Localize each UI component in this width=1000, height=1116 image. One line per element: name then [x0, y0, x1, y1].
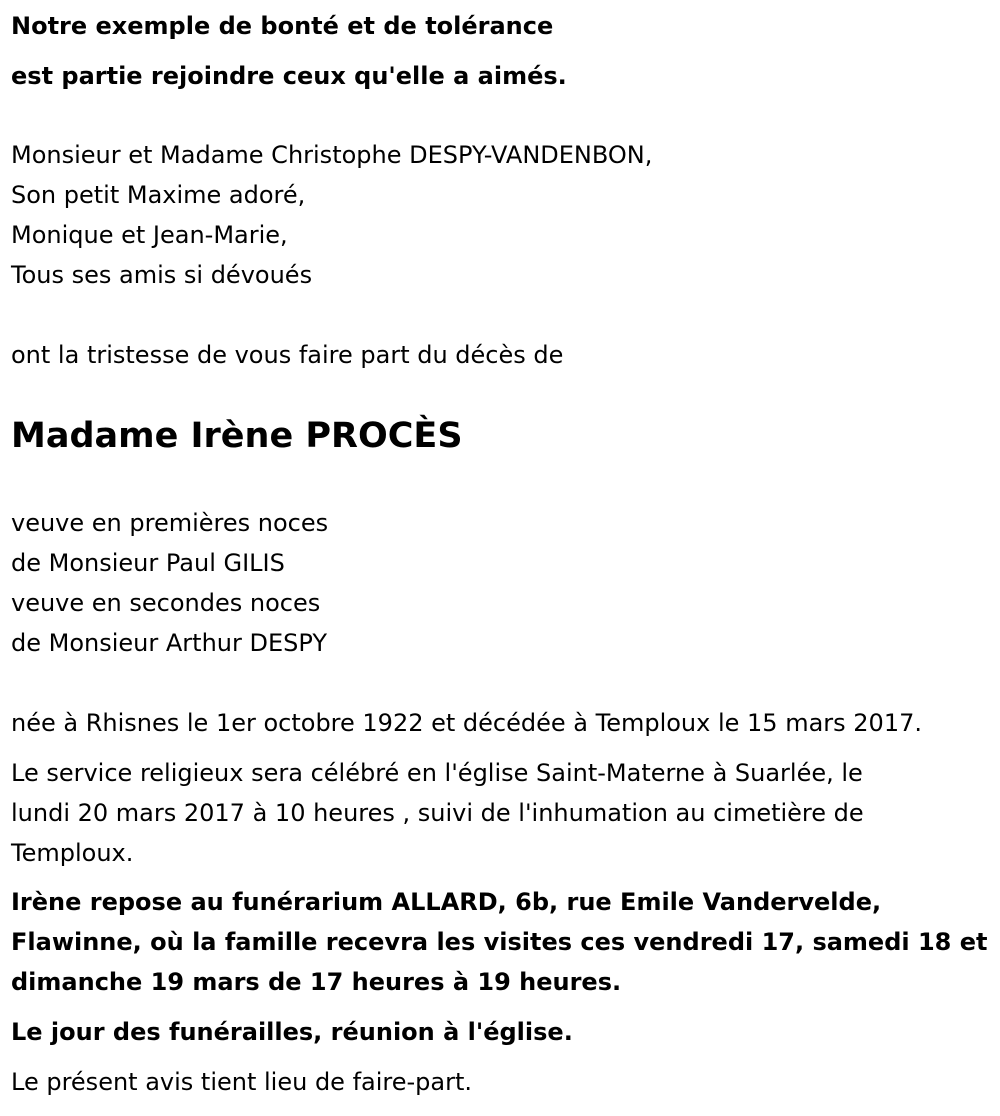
- service-line-3: Temploux.: [11, 839, 134, 867]
- marital-line-1: veuve en premières noces: [11, 509, 329, 537]
- family-line-1: Monsieur et Madame Christophe DESPY-VANDENBON,: [11, 141, 653, 169]
- visitation-line-1: Irène repose au funérarium ALLARD, 6b, rue Emile Vandervelde,: [11, 888, 882, 916]
- intro-line-2: est partie rejoindre ceux qu'elle a aimés.: [11, 62, 567, 90]
- marital-line-4: de Monsieur Arthur DESPY: [11, 629, 327, 657]
- deceased-name: Madame Irène PROCÈS: [11, 416, 463, 456]
- family-line-4: Tous ses amis si dévoués: [11, 261, 313, 289]
- family-line-3: Monique et Jean-Marie,: [11, 221, 288, 249]
- funeral-day-text: Le jour des funérailles, réunion à l'église.: [11, 1018, 573, 1046]
- marital-line-2: de Monsieur Paul GILIS: [11, 549, 285, 577]
- family-line-2: Son petit Maxime adoré,: [11, 181, 306, 209]
- marital-line-3: veuve en secondes noces: [11, 589, 321, 617]
- visitation-line-3: dimanche 19 mars de 17 heures à 19 heures.: [11, 968, 622, 996]
- service-line-1: Le service religieux sera célébré en l'église Saint-Materne à Suarlée, le: [11, 759, 863, 787]
- notice-text: Le présent avis tient lieu de faire-part.: [11, 1068, 473, 1096]
- announcement-text: ont la tristesse de vous faire part du décès de: [11, 341, 564, 369]
- intro-line-1: Notre exemple de bonté et de tolérance: [11, 12, 554, 40]
- visitation-line-2: Flawinne, où la famille recevra les visites ces vendredi 17, samedi 18 et: [11, 928, 988, 956]
- birth-death-text: née à Rhisnes le 1er octobre 1922 et décédée à Temploux le 15 mars 2017.: [11, 709, 922, 737]
- service-line-2: lundi 20 mars 2017 à 10 heures , suivi de l'inhumation au cimetière de: [11, 799, 864, 827]
